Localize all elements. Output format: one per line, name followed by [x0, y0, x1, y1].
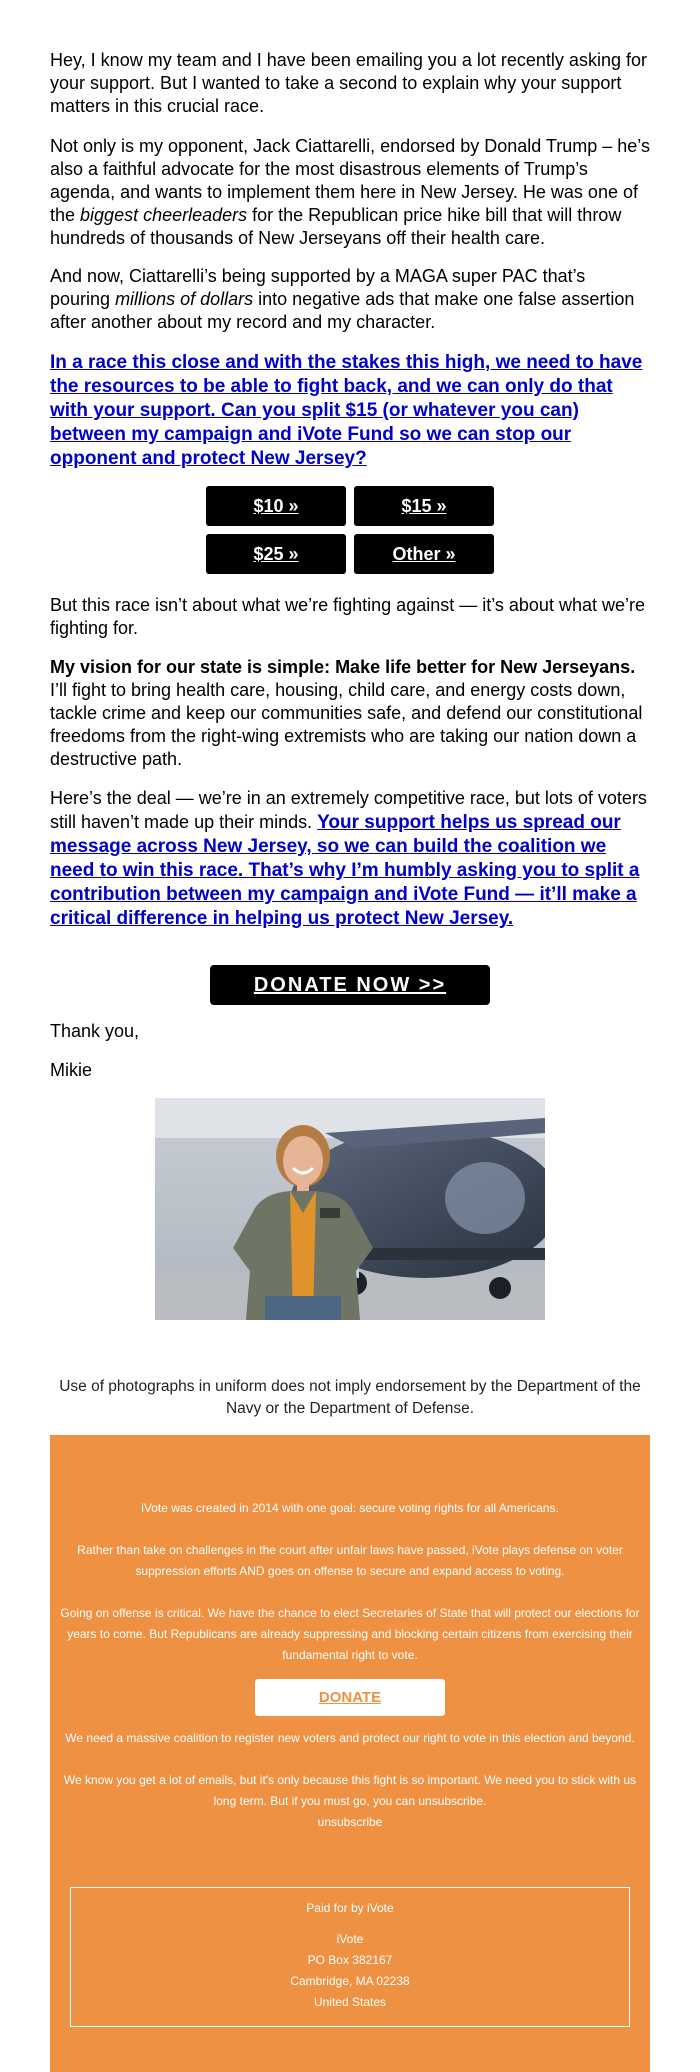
- support-link[interactable]: Your support helps us spread our message across New Jersey, so we can build the coalition we need to win this race. That’s why I’m humbly asking you to split a contribution between my campaign and iVote Fund — it’ll make a critical difference in helping us protect New Jersey.: [50, 812, 640, 929]
- paid-by-text: Paid for by iVote: [306, 1901, 394, 1915]
- amount-button-15[interactable]: $15 »: [354, 486, 494, 526]
- p3-text-a: And now, Ciattarelli’s being supported by a MAGA super PAC that’s pouring: [50, 266, 586, 309]
- vision-paragraph: [50, 656, 650, 771]
- footer-paragraph-1: iVote was created in 2014 with one goal: secure voting rights for all Americans.: [141, 1501, 559, 1515]
- address-line-1: PO Box 382167: [307, 1953, 393, 1967]
- footer-donate-button[interactable]: DONATE: [255, 1679, 445, 1716]
- p3-text-b: into negative ads that make one false assertion after another about my record and my character.: [50, 289, 635, 332]
- amount-button-10[interactable]: $10 »: [206, 486, 346, 526]
- signature-name: Mikie: [50, 1060, 93, 1080]
- candidate-photo-illustration: [155, 1098, 545, 1320]
- footer-paragraph-4: We need a massive coalition to register new voters and protect our right to vote in this election and beyond.: [65, 1731, 635, 1745]
- org-name: iVote: [336, 1932, 364, 1946]
- p2-emphasis: biggest cheerleaders: [80, 205, 248, 225]
- address-country: United States: [313, 1995, 387, 2009]
- paid-for-box: [70, 1887, 630, 2027]
- middle-paragraph-4: But this race isn’t about what we’re fighting against — it’s about what we’re fighting for.: [50, 595, 645, 638]
- amount-button-25[interactable]: $25 »: [206, 534, 346, 574]
- photo-disclaimer: Use of photographs in uniform does not imply endorsement by the Department of the Navy or the Department of Defense.: [59, 1378, 641, 1417]
- vision-rest: I’ll fight to bring health care, housing, child care, and energy costs down, tackle crime and keep our communities safe, and defend our constitutional freedoms from the right-wing extremists who are taking our nation down a destructive path.: [50, 680, 643, 769]
- ask-donation-link[interactable]: In a race this close and with the stakes this high, we need to have the resources to be able to fight back, and we can only do that with your support. Can you split $15 (or whatever you can) between my campaign and iVote Fund so we can stop our opponent and protect New Jersey?: [50, 352, 643, 469]
- intro-paragraph-2: [50, 135, 650, 250]
- thank-you-text: Thank you,: [50, 1021, 140, 1041]
- footer-paragraph-3: Going on offense is critical. We have the chance to elect Secretaries of State that will protect our elections for years to come. But Republicans are already suppressing and blocking certain citizens from exercising their fundamental right to vote.: [60, 1606, 640, 1662]
- footer-paragraph-2: Rather than take on challenges in the court after unfair laws have passed, iVote plays defense on voter suppression efforts AND goes on offense to secure and expand access to voting.: [77, 1543, 623, 1578]
- footer-paragraph-5: We know you get a lot of emails, but it's only because this fight is so important. We need you to stick with us long term. But if you must go, you can unsubscribe.: [63, 1773, 637, 1808]
- candidate-photo: [155, 1098, 545, 1320]
- address-line-2: Cambridge, MA 02238: [290, 1974, 410, 1988]
- deal-text: Here’s the deal — we’re in an extremely competitive race, but lots of voters still haven’t made up their minds.: [50, 788, 647, 832]
- p2-text-a: Not only is my opponent, Jack Ciattarelli, endorsed by Donald Trump – he’s also a faithful advocate for the most disastrous elements of Trump’s agenda, and wants to implement them here in New Jersey. He was one of the: [50, 136, 650, 225]
- ask-paragraph: [50, 351, 650, 471]
- footer-section: [50, 1435, 650, 2072]
- p2-text-b: for the Republican price hike bill that will throw hundreds of thousands of New Jerseyans off their health care.: [50, 205, 622, 248]
- deal-paragraph: [50, 787, 650, 931]
- unsubscribe-link[interactable]: unsubscribe: [317, 1815, 383, 1829]
- unsubscribe-line: [60, 1812, 640, 1833]
- p3-emphasis: millions of dollars: [115, 289, 254, 309]
- vision-bold: My vision for our state is simple: Make life better for New Jerseyans.: [50, 657, 636, 677]
- intro-paragraph-1: Hey, I know my team and I have been emailing you a lot recently asking for your support. But I wanted to take a second to explain why your support matters in this crucial race.: [50, 50, 647, 116]
- donate-now-button[interactable]: DONATE NOW >>: [210, 965, 490, 1005]
- intro-paragraph-3: [50, 265, 650, 334]
- amount-button-other[interactable]: Other »: [354, 534, 494, 574]
